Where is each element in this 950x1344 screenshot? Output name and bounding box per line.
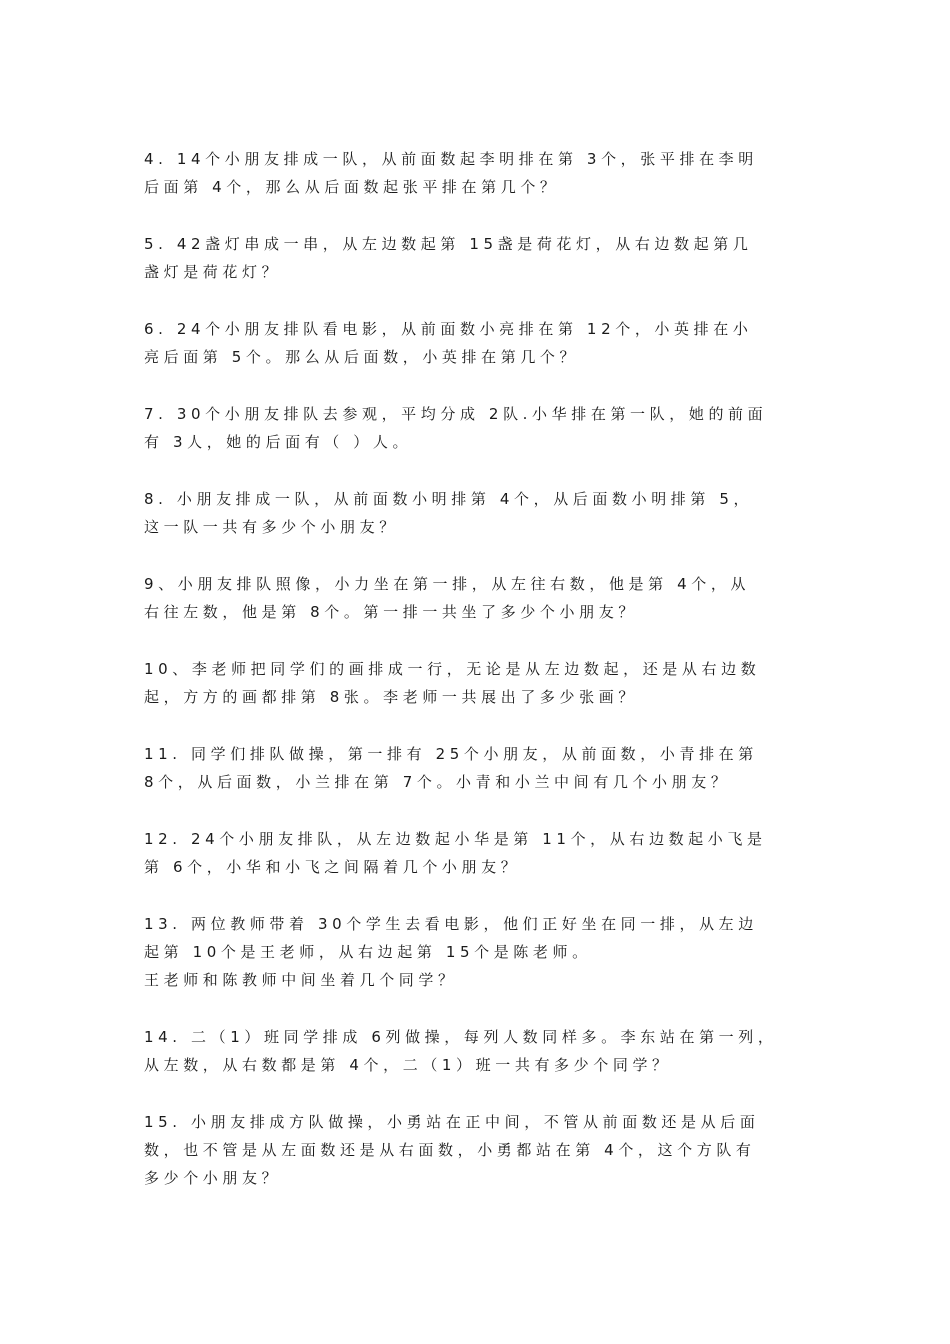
question-line: 14. 二（1）班同学排成 6列做操，每列人数同样多。李东站在第一列，: [144, 1028, 778, 1046]
question-line: 盏灯是荷花灯？: [144, 263, 282, 281]
question-item: [144, 400, 806, 456]
question-item: [144, 485, 806, 541]
question-line: 起第 10个是王老师，从右边起第 15个是陈老师。: [144, 943, 592, 961]
question-line: 这一队一共有多少个小朋友？: [144, 518, 399, 536]
question-line: 11. 同学们排队做操，第一排有 25个小朋友，从前面数，小青排在第: [144, 745, 758, 763]
question-item: [144, 1108, 806, 1192]
question-line: 多少个小朋友？: [144, 1169, 282, 1187]
question-item: [144, 145, 806, 201]
question-line: 4. 14个小朋友排成一队，从前面数起李明排在第 3个，张平排在李明: [144, 150, 758, 168]
question-line: 第 6个，小华和小飞之间隔着几个小朋友？: [144, 858, 521, 876]
question-line: 9、小朋友排队照像，小力坐在第一排，从左往右数，他是第 4个，从: [144, 575, 751, 593]
question-line: 8. 小朋友排成一队，从前面数小明排第 4个，从后面数小明排第 5，: [144, 490, 754, 508]
question-line: 7. 30个小朋友排队去参观，平均分成 2队.小华排在第一队，她的前面: [144, 405, 768, 423]
question-line: 13. 两位教师带着 30个学生去看电影，他们正好坐在同一排，从左边: [144, 915, 758, 933]
question-line: 5. 42盏灯串成一串，从左边数起第 15盏是荷花灯，从右边数起第几: [144, 235, 753, 253]
question-line: 12. 24个小朋友排队，从左边数起小华是第 11个，从右边数起小飞是: [144, 830, 767, 848]
question-item: [144, 315, 806, 371]
question-line: 10、李老师把同学们的画排成一行，无论是从左边数起，还是从右边数: [144, 660, 761, 678]
question-item: [144, 910, 806, 994]
question-line: 6. 24个小朋友排队看电影，从前面数小亮排在第 12个，小英排在小: [144, 320, 753, 338]
question-line: 从左数，从右数都是第 4个，二（1）班一共有多少个同学？: [144, 1056, 672, 1074]
question-list: [144, 145, 806, 1221]
question-item: [144, 825, 806, 881]
question-item: [144, 230, 806, 286]
question-item: [144, 655, 806, 711]
question-item: [144, 740, 806, 796]
question-line: 15. 小朋友排成方队做操，小勇站在正中间，不管从前面数还是从后面: [144, 1113, 760, 1131]
question-line: 数，也不管是从左面数还是从右面数，小勇都站在第 4个，这个方队有: [144, 1141, 756, 1159]
question-item: [144, 570, 806, 626]
question-line: 王老师和陈教师中间坐着几个同学？: [144, 971, 458, 989]
question-line: 亮后面第 5个。那么从后面数，小英排在第几个？: [144, 348, 580, 366]
question-line: 右往左数，他是第 8个。第一排一共坐了多少个小朋友？: [144, 603, 638, 621]
question-line: 8个，从后面数，小兰排在第 7个。小青和小兰中间有几个小朋友？: [144, 773, 731, 791]
question-line: 后面第 4个，那么从后面数起张平排在第几个？: [144, 178, 560, 196]
question-line: 有 3人，她的后面有（ ）人。: [144, 433, 413, 451]
question-line: 起，方方的画都排第 8张。李老师一共展出了多少张画？: [144, 688, 638, 706]
question-item: [144, 1023, 806, 1079]
